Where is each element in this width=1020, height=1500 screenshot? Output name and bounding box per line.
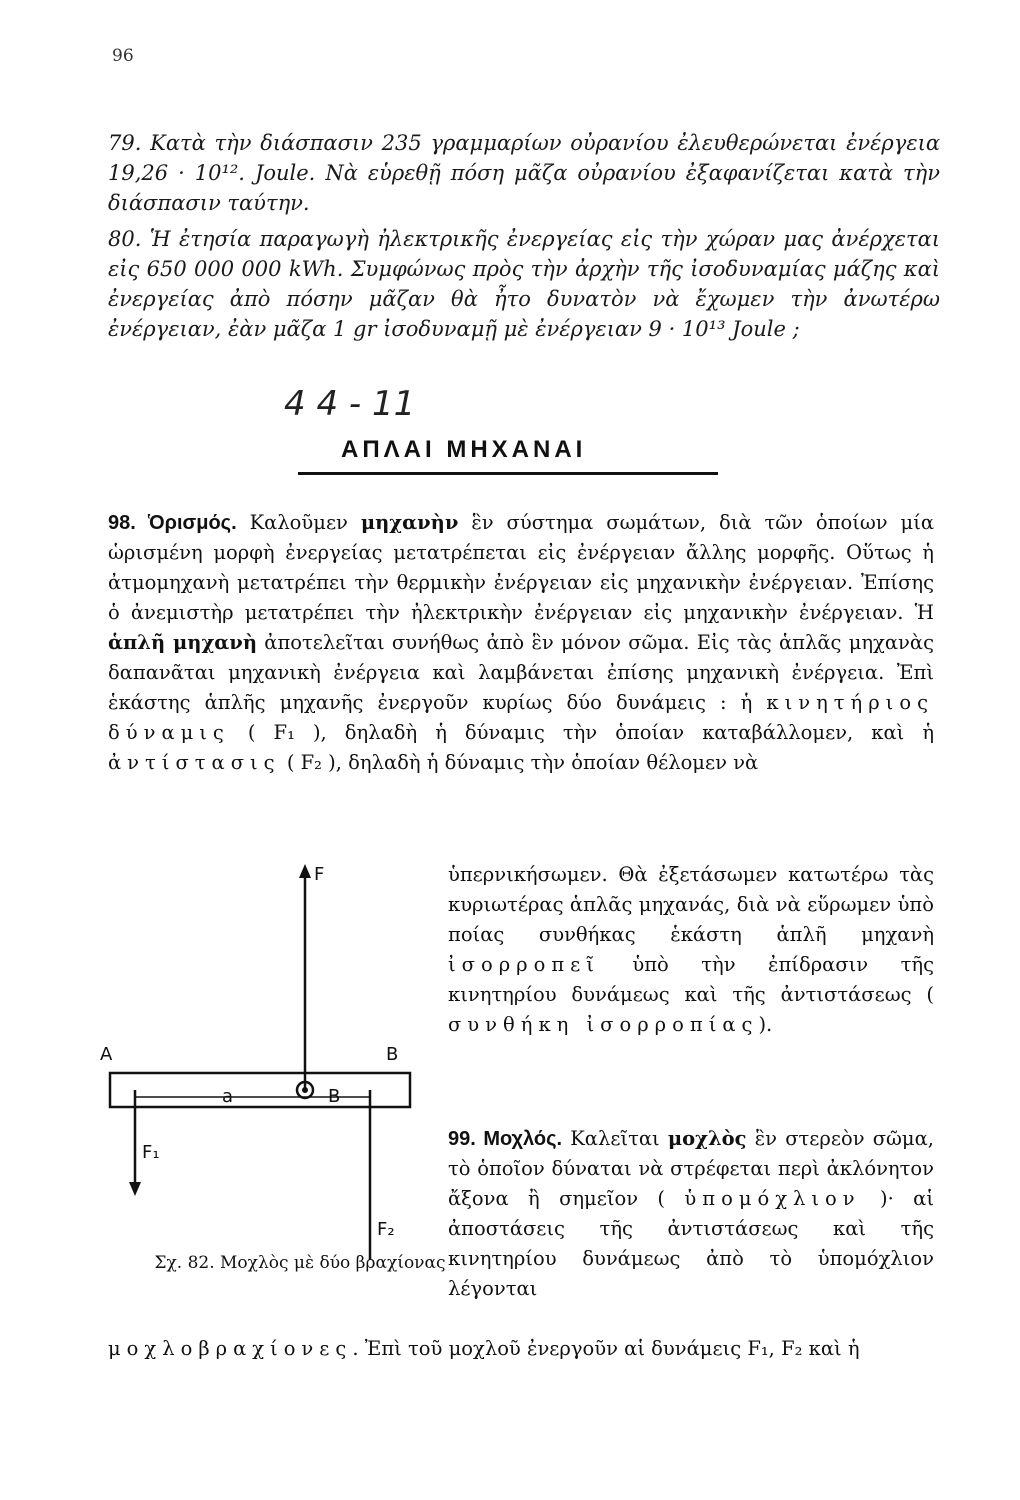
text: ὑπερνικήσωμεν. Θὰ ἐξετάσωμεν κατωτέρω τὰς κυριωτέρας ἁπλᾶς μηχανάς, διὰ νὰ εὕρωμεν ὑπὸ ποίας συνθήκας ἑκάστη ἁπλῆ μηχανὴ	[448, 863, 934, 946]
text: ἀποτελεῖται συνήθως ἀπὸ ἓν μόνον σῶμα. Εἰς τὰς ἁπλᾶς μηχανὰς δαπανᾶται μηχανικὴ ἐνέργεια καὶ λαμβάνεται ἐπίσης μηχανικὴ ἐνέργεια. Ἐπὶ ἑκάστης ἁπλῆς μηχανῆς ἐνεργοῦν κυρίως δύο δυνάμεις : ἡ	[108, 631, 934, 714]
section-title: ΑΠΛΑΙ ΜΗΧΑΝΑΙ	[341, 436, 587, 463]
text: ὑπὸ τὴν ἐπίδρασιν τῆς κινητηρίου δυνάμεως καὶ τῆς ἀντιστάσεως (	[448, 953, 934, 1006]
text: . Ἐπὶ τοῦ μοχλοῦ ἐνεργοῦν αἱ δυνάμεις F₁, F₂ καὶ ἡ	[352, 1337, 860, 1360]
label-f1: F₁	[142, 1142, 160, 1163]
section-99-end	[108, 1334, 938, 1364]
section-98-paragraph	[108, 508, 934, 778]
term-driving-force: κινητήριος δύναμις	[108, 691, 934, 744]
problem-80: 80. Ἡ ἐτησία παραγωγὴ ἠλεκτρικῆς ἐνεργείας εἰς τὴν χώραν μας ἀνέρχεται εἰς 650 000 000 kWh. Συμφώνως πρὸς τὴν ἀρχὴν τῆς ἰσοδυναμίας μάζης καὶ ἐνεργείας ἀπὸ πόσην μᾶζαν θὰ ἦτο δυνατὸν νὰ ἔχωμεν τὴν ἀνωτέρω ἐνέργειαν, ἐὰν μᾶζα 1 gr ἰσοδυναμῇ μὲ ἐνέργειαν 9 · 10¹³ Joule ;	[108, 227, 940, 341]
section-99-paragraph	[448, 1124, 934, 1304]
label-force-up: F	[314, 864, 325, 885]
term-mechane: μηχανὴν	[360, 511, 459, 534]
text: Καλοῦμεν	[249, 511, 348, 534]
label-arm-a: a	[222, 1086, 234, 1107]
label-arm-b: B	[328, 1086, 341, 1107]
lever-diagram	[90, 850, 450, 1260]
title-underline	[298, 472, 718, 475]
text: Καλεῖται	[570, 1127, 660, 1150]
section-98-continuation	[448, 860, 934, 1040]
term-simple-machine: ἁπλῆ μηχανὴ	[108, 631, 257, 654]
force-up-arrow-head	[299, 864, 311, 878]
term-equilibrium-condition: συνθήκη ἰσορροπίας	[448, 1013, 759, 1036]
section-98-heading: 98. Ὁρισμός.	[108, 512, 237, 534]
label-end-a: A	[100, 1044, 113, 1065]
text: )· αἱ ἀποστάσεις τῆς ἀντιστάσεως καὶ τῆς κινητηρίου δυνάμεως ἀπὸ τὸ ὑπομόχλιον λέγονται	[448, 1187, 934, 1300]
lever-bar	[110, 1073, 410, 1107]
text: ἓν στερεὸν σῶμα, τὸ ὁποῖον δύναται νὰ στρέφεται περὶ ἀκλόνητον ἄξονα ἢ σημεῖον (	[448, 1127, 934, 1210]
text: ).	[758, 1013, 773, 1036]
term-lever: μοχλὸς	[667, 1127, 747, 1150]
term-lever-arms: μοχλοβραχίονες	[108, 1337, 353, 1360]
label-f2: F₂	[377, 1219, 395, 1240]
term-resistance: ἀντίστασις	[108, 751, 281, 774]
text: ( F₁ ), δηλαδὴ ἡ δύναμις τὴν ὁποίαν καταβάλλομεν, καὶ ἡ	[247, 721, 935, 744]
text: ἓν σύστημα σωμάτων, διὰ τῶν ὁποίων μία ὡρισμένη μορφὴ ἐνεργείας μετατρέπεται εἰς ἐνέργειαν ἄλλης μορφῆς. Οὕτως ἡ ἀτμομηχανὴ μετατρέπει τὴν θερμικὴν ἐνέργειαν εἰς μηχανικὴν ἐνέργειαν. Ἐπίσης ὁ ἀνεμιστὴρ μετατρέπει τὴν ἠλεκτρικὴν ἐνέργειαν εἰς μηχανικὴν ἐνέργειαν. Ἡ	[108, 511, 935, 624]
section-99-heading: 99. Μοχλός.	[448, 1128, 563, 1150]
label-end-b: B	[386, 1044, 399, 1065]
problem-79: 79. Κατὰ τὴν διάσπασιν 235 γραμμαρίων οὐρανίου ἐλευθερώνεται ἐνέργεια 19,26 · 10¹². Joule. Νὰ εὑρεθῇ πόση μᾶζα οὐρανίου ἐξαφανίζεται κατὰ τὴν διάσπασιν ταύτην.	[108, 131, 940, 215]
page-number: 96	[112, 46, 134, 66]
f1-arrow-head	[129, 1182, 141, 1196]
text: ( F₂ ), δηλαδὴ ἡ δύναμις τὴν ὁποίαν θέλομεν νὰ	[286, 751, 759, 774]
term-fulcrum: ὑπομόχλιον	[684, 1187, 861, 1210]
figure-caption: Σχ. 82. Μοχλὸς μὲ δύο βραχίονας	[154, 1253, 446, 1273]
term-equilibrium: ἰσορροπεῖ	[448, 953, 600, 976]
handwritten-note: 4 4 - 11	[284, 384, 416, 424]
fulcrum-point	[302, 1087, 308, 1093]
